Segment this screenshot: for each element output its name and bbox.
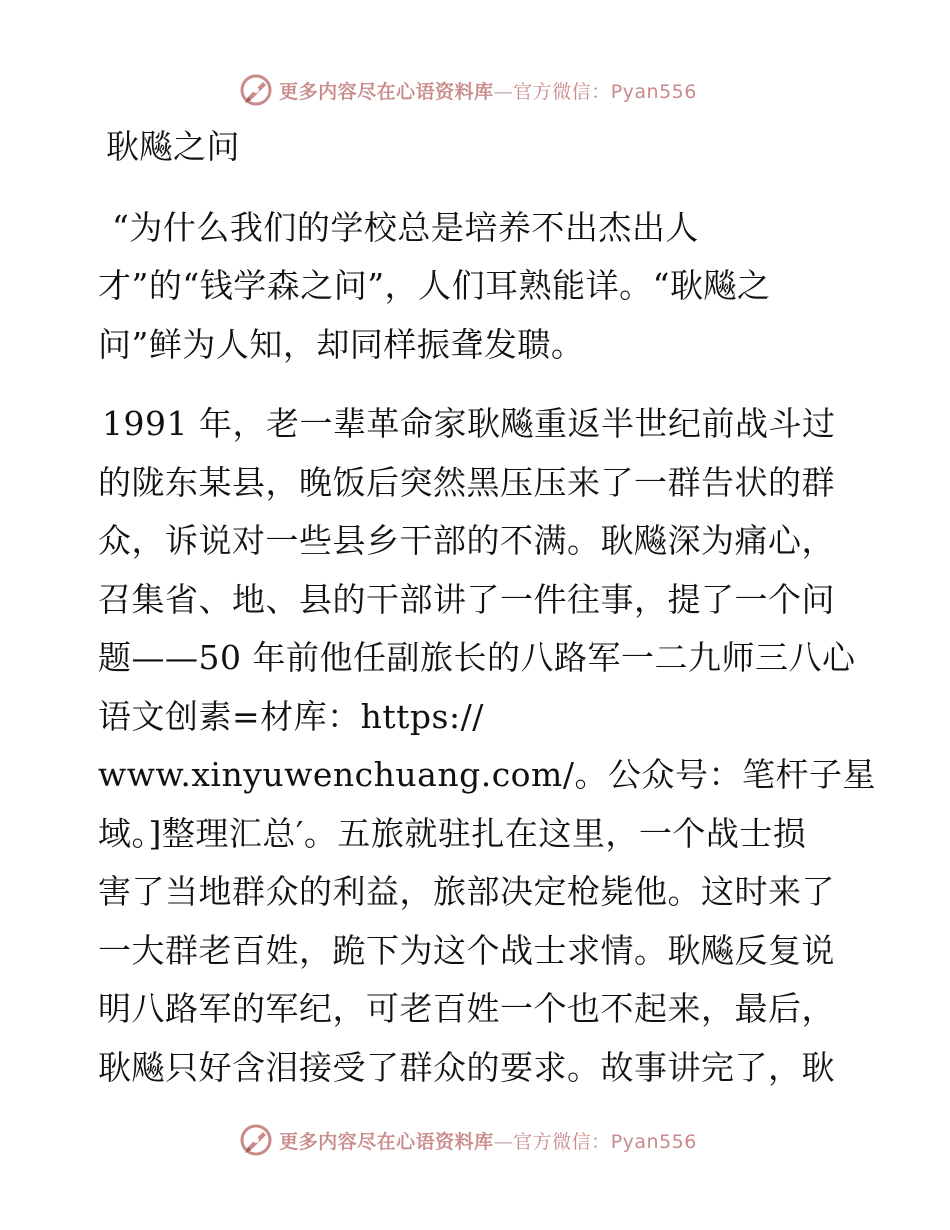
watermark-wechat-id: Pyan556 <box>610 80 697 103</box>
article-title: 耿飚之问 <box>106 127 240 166</box>
paragraph-line: 才”的“钱学森之问”，人们耳熟能详。“耿飚之 <box>98 266 771 305</box>
watermark-site-text: 更多内容尽在心语资料库 <box>279 1130 494 1153</box>
footer-watermark <box>0 1120 950 1160</box>
paragraph-line: 害了当地群众的利益，旅部决定枪毙他。这时来了 <box>98 872 835 911</box>
paragraph-line: 的陇东某县，晚饭后突然黑压压来了一群告状的群 <box>98 462 835 502</box>
quill-logo-icon <box>239 73 273 107</box>
watermark-wechat-label: 官方微信： <box>513 1130 611 1153</box>
paragraph-line: 召集省、地、县的干部讲了一件往事，提了一个问 <box>98 579 835 619</box>
paragraph-line: 语文创素=材库：https:// <box>98 696 484 736</box>
watermark-wechat-id: Pyan556 <box>610 1130 697 1153</box>
watermark-text <box>279 1127 697 1154</box>
watermark-separator: — <box>493 1130 514 1153</box>
watermark-text <box>279 77 697 104</box>
article-body <box>98 118 876 1097</box>
paragraph-line: 问”鲜为人知，却同样振聋发聩。 <box>98 324 585 364</box>
paragraph-line: 明八路军的军纪，可老百姓一个也不起来，最后， <box>98 989 835 1028</box>
header-watermark <box>0 70 950 110</box>
paragraph-line: 域。]整理汇总′。五旅就驻扎在这里，一个战士损 <box>98 813 807 853</box>
watermark-wechat-label: 官方微信： <box>513 80 611 103</box>
paragraph-line: 一大群老百姓，跪下为这个战士求情。耿飚反复说 <box>98 930 835 970</box>
paragraph-line: 耿飚只好含泪接受了群众的要求。故事讲完了，耿 <box>98 1047 835 1087</box>
paragraph-line: www.xinyuwenchuang.com/。公众号：笔杆子星 <box>98 755 876 794</box>
watermark-site-text: 更多内容尽在心语资料库 <box>279 80 494 103</box>
paragraph-line: 题——50 年前他任副旅长的八路军一二九师三八心 <box>98 638 856 677</box>
watermark-separator: — <box>493 80 514 103</box>
paragraph-line: 众，诉说对一些县乡干部的不满。耿飚深为痛心， <box>98 521 835 560</box>
paragraph-line: “为什么我们的学校总是培养不出杰出人 <box>112 207 699 247</box>
paragraph-line: 1991 年，老一辈革命家耿飚重返半世纪前战斗过 <box>102 404 836 443</box>
quill-logo-icon <box>239 1123 273 1157</box>
